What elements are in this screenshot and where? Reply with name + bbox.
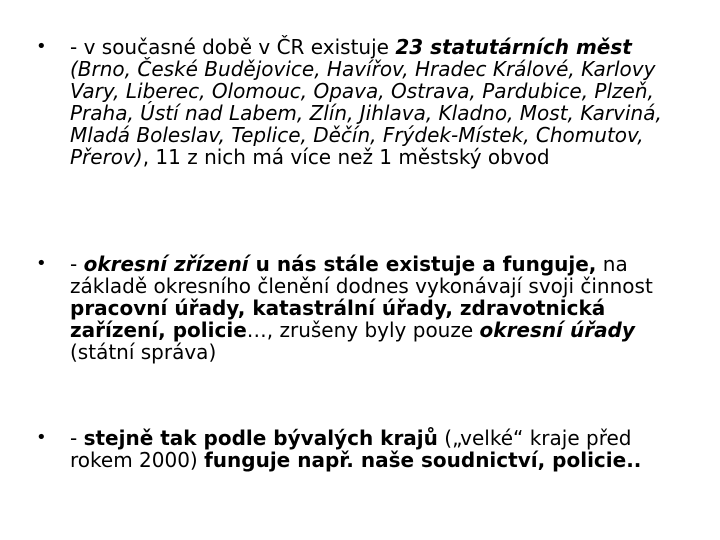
bullet-text — [70, 253, 676, 363]
bullet-marker: • — [36, 427, 47, 448]
bullet-item-district-system — [36, 253, 676, 363]
text-segment: , 11 z nich má více než 1 městský obvod — [142, 145, 550, 169]
bullet-text — [70, 427, 676, 471]
bullet-marker: • — [36, 253, 47, 274]
text-segment-bold: funguje např. naše soudnictví, policie.. — [204, 448, 642, 472]
bullet-item-former-regions — [36, 427, 676, 471]
text-segment: na základě okresního členění dodnes vykonávají svoji činnost — [70, 252, 653, 298]
text-segment: („velké“ kraje před rokem 2000) — [70, 426, 632, 472]
text-segment: - — [70, 426, 84, 450]
bullet-item-statutory-cities — [36, 36, 676, 168]
text-segment-emphasis: okresní zřízení — [83, 252, 249, 276]
text-segment-bold: u nás stále existuje a funguje, — [248, 252, 597, 276]
text-segment: - v současné době v ČR existuje — [70, 35, 396, 59]
text-segment-bold: stejně tak podle bývalých krajů — [83, 426, 438, 450]
text-segment-emphasis: 23 statutárních měst — [395, 35, 632, 59]
text-segment: (státní správa) — [70, 340, 217, 364]
text-segment-emphasis: okresní úřady — [479, 318, 635, 342]
text-segment: - — [70, 252, 84, 276]
bullet-text — [70, 36, 676, 168]
text-segment-city-list: (Brno, České Budějovice, Havířov, Hradec Králové, Karlovy Vary, Liberec, Olomouc, Opava, Ostrava, Pardubice, Plzeň, Praha, Ústí nad Labem, Zlín, Jihlava, Kladno, Most, Karviná, Mladá Boleslav, Teplice, Děčín, Frýdek-Místek, Chomutov, Přerov) — [70, 57, 662, 169]
text-segment-bold: pracovní úřady, katastrální úřady, zdravotnická zařízení, policie — [70, 296, 606, 342]
bullet-marker: • — [36, 36, 47, 57]
text-segment: …, zrušeny byly pouze — [246, 318, 480, 342]
